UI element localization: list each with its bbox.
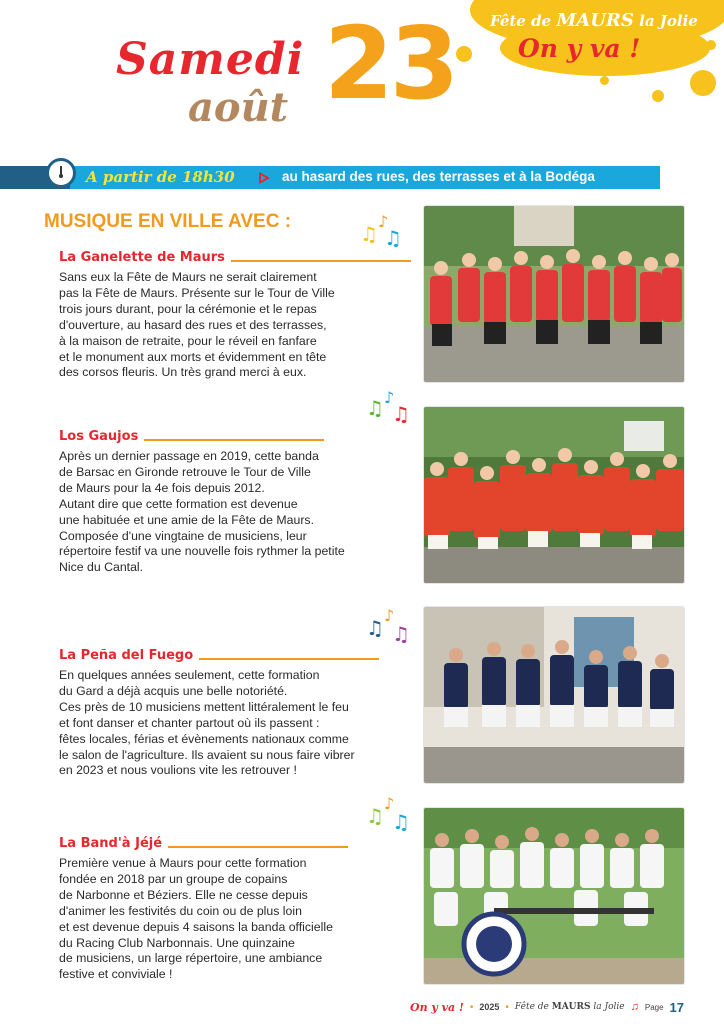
description-line: Première venue à Maurs pour cette formation: [59, 856, 307, 870]
festival-slogan: On y va !: [518, 34, 641, 63]
artist-block: [59, 646, 409, 779]
music-notes-icon: ♫ ♪ ♫: [366, 388, 410, 426]
description-line: Nice du Cantal.: [59, 560, 144, 575]
description-line: d'ouverture, au hasard des rues et des terrasses,: [59, 317, 327, 332]
artist-name: La Band'à Jéjé: [59, 836, 163, 851]
festival-name-a: Fête de: [490, 12, 552, 30]
description-line: une habituée et une amie de la Fête de Maurs.: [59, 512, 314, 527]
artist-block: [59, 834, 409, 983]
footer-separator-icon: •: [505, 1001, 509, 1013]
description-line: et le monument aux morts et évidemment en tête: [59, 349, 327, 364]
description-line: et font danser et chanter partout où ils passent :: [59, 715, 320, 730]
festival-name-b: MAURS: [556, 10, 634, 31]
band-photo-ganelette: [424, 206, 684, 382]
description-line: en 2023 et nous voulions vite les retrouver !: [59, 763, 297, 778]
artist-description: [59, 270, 409, 381]
description-line: d'animer les festivités du coin ou de plus loin: [59, 903, 302, 918]
footer-festival-name: [515, 1002, 625, 1012]
footer-slogan: On y va !: [410, 1000, 464, 1014]
music-notes-icon: ♫ ♪ ♫: [360, 212, 402, 250]
description-line: festive et conviviale !: [59, 967, 173, 982]
artist-description: [59, 449, 409, 576]
description-line: Ces près de 10 musiciens mettent littéralement le feu: [59, 699, 349, 714]
play-arrow-icon: [259, 172, 270, 184]
description-line: Autant dire que cette formation est devenue: [59, 496, 298, 511]
festival-name: [490, 10, 698, 31]
description-line: de Barsac en Gironde retrouve le Tour de Ville: [59, 464, 311, 479]
description-line: du Gard a déjà acquis une belle notoriété.: [59, 683, 288, 698]
artist-name: Los Gaujos: [59, 429, 139, 444]
description-line: de musiciens, un large répertoire, une ambiance: [59, 951, 323, 966]
artist-name: La Peña del Fuego: [59, 648, 194, 663]
description-line: répertoire festif va une nouvelle fois rythmer la petite: [59, 544, 345, 559]
banner-locations: au hasard des rues, des terrasses et à la Bodéga: [282, 169, 595, 184]
band-photo-gaujos: [424, 407, 684, 583]
music-notes-icon: ♫ ♪ ♫: [366, 794, 410, 834]
footer-name-b: MAURS: [551, 1002, 591, 1012]
description-line: le salon de l'agriculture. Ils avaient su nous faire vibrer: [59, 747, 355, 762]
page-footer: [410, 999, 684, 1015]
band-photo-pena-del-fuego: [424, 607, 684, 783]
date-weekday: Samedi: [116, 34, 305, 85]
footer-name-a: Fête de: [514, 1002, 549, 1012]
footer-separator-icon: •: [469, 1001, 474, 1013]
description-line: En quelques années seulement, cette formation: [59, 668, 320, 682]
artist-name: La Ganelette de Maurs: [59, 250, 225, 265]
banner-time: A partir de 18h30: [86, 168, 235, 186]
description-line: et est devenue depuis 4 saisons la banda officielle: [59, 919, 333, 934]
description-line: de Maurs pour la 4e fois depuis 2012.: [59, 480, 265, 495]
festival-name-c: la Jolie: [639, 12, 698, 30]
description-line: pas la Fête de Maurs. Présente sur le Tour de Ville: [59, 285, 335, 300]
band-photo-band-a-jeje: [424, 808, 684, 984]
description-line: fondée en 2018 par un groupe de copains: [59, 871, 288, 886]
clock-icon: [46, 158, 76, 188]
description-line: Sans eux la Fête de Maurs ne serait clairement: [59, 270, 317, 284]
description-line: Après un dernier passage en 2019, cette banda: [59, 449, 319, 463]
date-month: août: [188, 84, 289, 131]
footer-name-c: la Jolie: [593, 1002, 625, 1012]
music-notes-icon: ♫ ♪ ♫: [366, 606, 410, 646]
description-line: des corsos fleuris. Un très grand merci à eux.: [59, 365, 307, 380]
description-line: de Narbonne et Béziers. Elle ne cesse depuis: [59, 887, 308, 902]
description-line: fêtes locales, férias et évènements nationaux comme: [59, 731, 349, 746]
description-line: Composée d'une vingtaine de musiciens, leur: [59, 528, 307, 543]
section-title: MUSIQUE EN VILLE AVEC :: [44, 211, 292, 232]
artist-description: [59, 668, 409, 779]
description-line: du Racing Club Narbonnais. Une quinzaine: [59, 935, 295, 950]
artist-block: [59, 248, 409, 381]
artist-description: [59, 856, 409, 983]
description-line: à la maison de retraite, pour le réveil en fanfare: [59, 333, 317, 348]
footer-page-label: Page: [644, 1002, 664, 1012]
artist-block: [59, 427, 409, 576]
date-day-number: 23: [324, 5, 456, 122]
footer-page-number: 17: [669, 999, 685, 1015]
description-line: trois jours durant, pour la cérémonie et le repas: [59, 301, 317, 316]
footer-music-notes-icon: ♫: [630, 1001, 639, 1013]
footer-year: 2025: [479, 1002, 500, 1012]
